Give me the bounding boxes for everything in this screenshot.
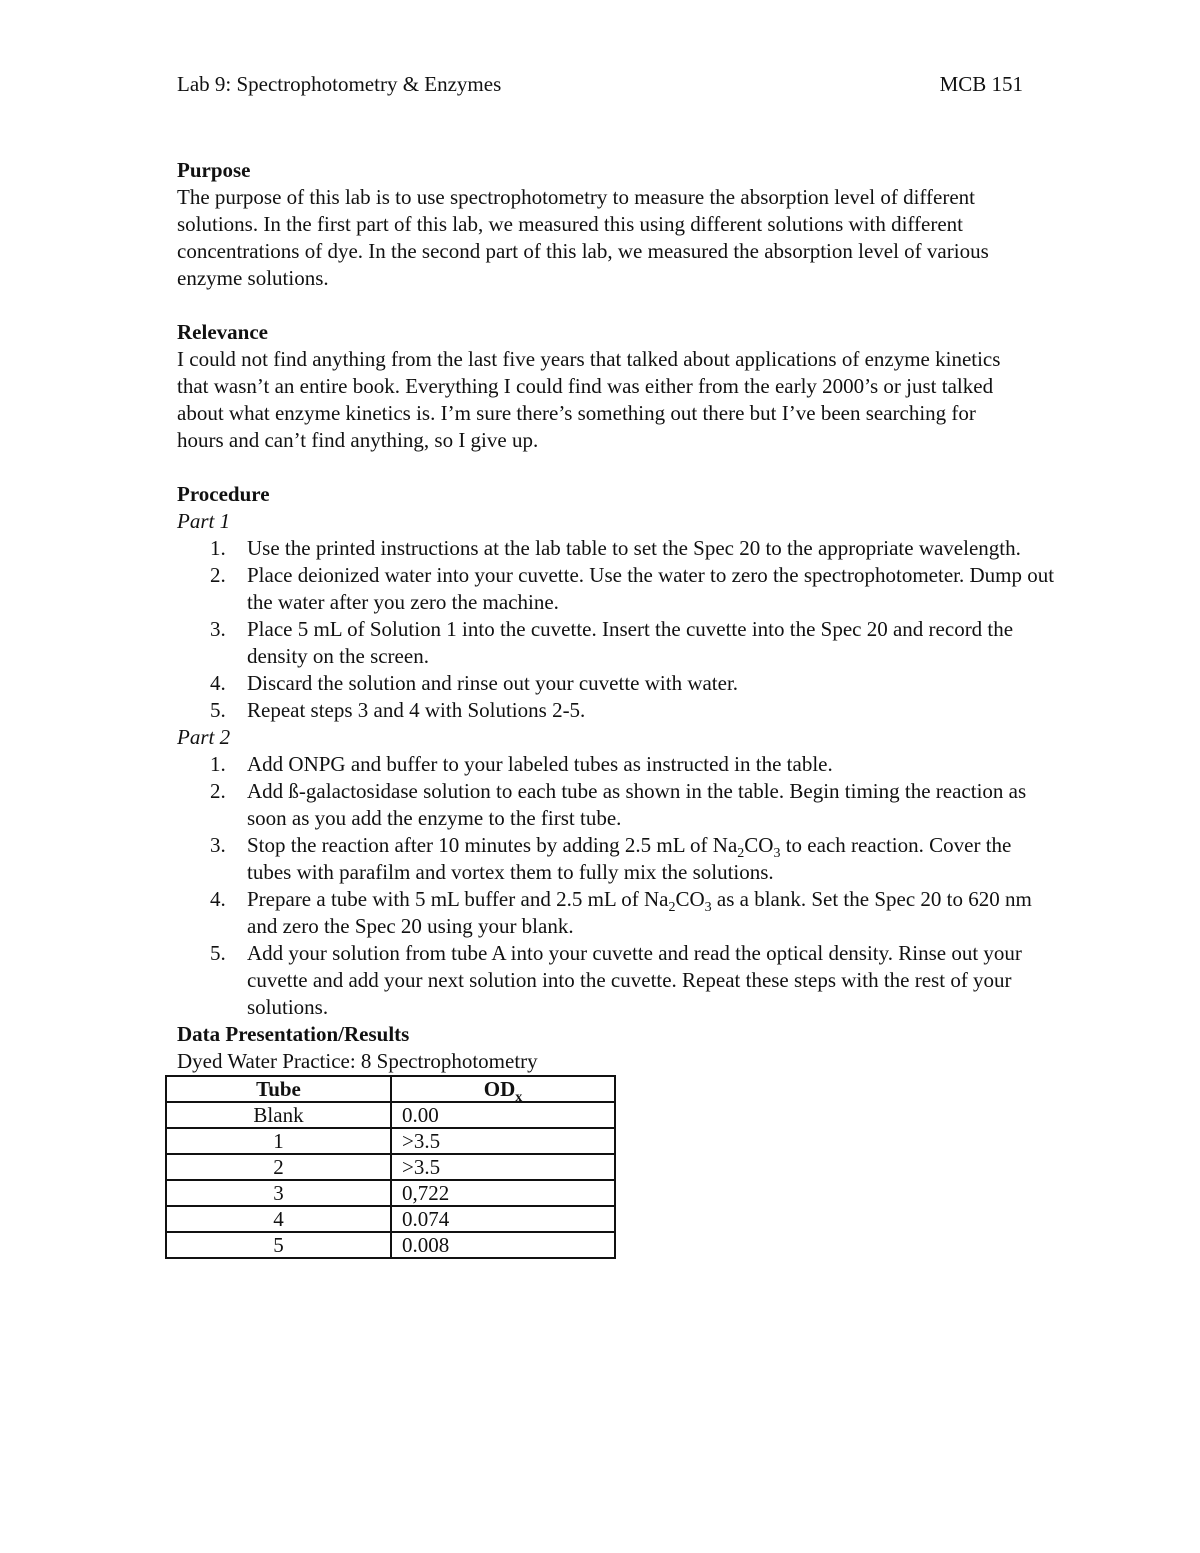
part2-label: Part 2 bbox=[177, 725, 231, 749]
step-text: Add ß-galactosidase solution to each tube as shown in the table. Begin timing the reaction as soon as you add the enzyme to the first tube. bbox=[247, 779, 1027, 830]
step-text: Use the printed instructions at the lab table to set the Spec 20 to the appropriate wavelength. bbox=[247, 536, 1021, 560]
table-row bbox=[166, 1102, 615, 1128]
od-cell: 0.008 bbox=[391, 1232, 615, 1258]
od-cell: 0,722 bbox=[391, 1180, 615, 1206]
od-cell: 0.00 bbox=[391, 1102, 615, 1128]
list-item bbox=[177, 778, 1057, 832]
step-number: 4. bbox=[210, 671, 226, 695]
step-number: 2. bbox=[210, 563, 226, 587]
step-number: 5. bbox=[210, 698, 226, 722]
step-text: Place deionized water into your cuvette. Use the water to zero the spectrophotometer. Dump out the water after you zero the machine. bbox=[247, 563, 1055, 614]
table-row bbox=[166, 1180, 615, 1206]
subscript: 2 bbox=[668, 900, 676, 916]
relevance-heading: Relevance bbox=[177, 320, 268, 344]
step-text: Add ONPG and buffer to your labeled tubes as instructed in the table. bbox=[247, 752, 833, 776]
page-header bbox=[177, 72, 1023, 102]
step-text-part: to each reaction. Cover the tubes with parafilm and vortex them to fully mix the solutions. bbox=[247, 833, 1012, 884]
step-number: 5. bbox=[210, 941, 226, 965]
od-subscript: x bbox=[515, 1090, 523, 1106]
tube-cell: Blank bbox=[166, 1102, 391, 1128]
procedure-heading: Procedure bbox=[177, 482, 270, 506]
list-item bbox=[177, 535, 1057, 562]
step-text: Place 5 mL of Solution 1 into the cuvette. Insert the cuvette into the Spec 20 and record the density on the screen. bbox=[247, 617, 1014, 668]
tube-cell: 5 bbox=[166, 1232, 391, 1258]
list-item bbox=[177, 832, 1057, 886]
step-number: 1. bbox=[210, 752, 226, 776]
od-cell: >3.5 bbox=[391, 1154, 615, 1180]
step-number: 1. bbox=[210, 536, 226, 560]
results-heading: Data Presentation/Results bbox=[177, 1022, 410, 1046]
list-item bbox=[177, 562, 1057, 616]
tube-cell: 1 bbox=[166, 1128, 391, 1154]
step-text-part: CO bbox=[675, 887, 705, 911]
results-table bbox=[165, 1075, 616, 1259]
od-cell: >3.5 bbox=[391, 1128, 615, 1154]
tube-cell: 3 bbox=[166, 1180, 391, 1206]
step-number: 2. bbox=[210, 779, 226, 803]
column-header-od bbox=[391, 1076, 615, 1106]
step-number: 3. bbox=[210, 833, 226, 857]
subscript: 3 bbox=[773, 846, 781, 862]
step-text bbox=[247, 833, 1011, 884]
column-header-tube: Tube bbox=[166, 1076, 391, 1102]
list-item bbox=[177, 940, 1057, 1021]
list-item bbox=[177, 616, 1057, 670]
step-number: 4. bbox=[210, 887, 226, 911]
tube-cell: 4 bbox=[166, 1206, 391, 1232]
header-course: MCB 151 bbox=[939, 72, 1023, 96]
relevance-text: I could not find anything from the last five years that talked about applications of enzyme kinetics that wasn’t an entire book. Everything I could find was either from the early 2000’s or just talked about what enzyme kinetics is. I’m sure there’s something out there but I’ve been searching for hours and can’t find anything, so I give up. bbox=[177, 347, 1001, 452]
step-text bbox=[247, 887, 1032, 938]
list-item bbox=[177, 751, 1057, 778]
part1-label: Part 1 bbox=[177, 509, 231, 533]
table-row bbox=[166, 1232, 615, 1258]
table-header-row bbox=[166, 1076, 615, 1102]
purpose-heading: Purpose bbox=[177, 158, 251, 182]
document-body bbox=[177, 157, 1057, 1259]
list-item bbox=[177, 670, 1057, 697]
table-row bbox=[166, 1154, 615, 1180]
subscript: 3 bbox=[704, 900, 712, 916]
step-text-part: Prepare a tube with 5 mL buffer and 2.5 mL of Na bbox=[247, 887, 669, 911]
list-item bbox=[177, 697, 1057, 724]
step-text-part: CO bbox=[744, 833, 774, 857]
step-text: Discard the solution and rinse out your cuvette with water. bbox=[247, 671, 739, 695]
step-text-part: as a blank. Set the Spec 20 to 620 nm and zero the Spec 20 using your blank. bbox=[247, 887, 1032, 938]
part1-steps bbox=[177, 535, 1057, 724]
table-row bbox=[166, 1128, 615, 1154]
table-caption: Dyed Water Practice: 8 Spectrophotometry bbox=[177, 1049, 538, 1073]
step-text: Repeat steps 3 and 4 with Solutions 2-5. bbox=[247, 698, 586, 722]
tube-cell: 2 bbox=[166, 1154, 391, 1180]
step-text: Add your solution from tube A into your cuvette and read the optical density. Rinse out your cuvette and add your next solution into the cuvette. Repeat these steps with the rest of your solutions. bbox=[247, 941, 1022, 1019]
list-item bbox=[177, 886, 1057, 940]
step-number: 3. bbox=[210, 617, 226, 641]
subscript: 2 bbox=[737, 846, 745, 862]
step-text-part: Stop the reaction after 10 minutes by adding 2.5 mL of Na bbox=[247, 833, 738, 857]
table-row bbox=[166, 1206, 615, 1232]
part2-steps bbox=[177, 751, 1057, 1021]
header-title: Lab 9: Spectrophotometry & Enzymes bbox=[177, 72, 502, 96]
od-cell: 0.074 bbox=[391, 1206, 615, 1232]
purpose-text: The purpose of this lab is to use spectrophotometry to measure the absorption level of different solutions. In the first part of this lab, we measured this using different solutions with different concentrations of dye. In the second part of this lab, we measured the absorption level of various enzyme solutions. bbox=[177, 185, 989, 290]
od-label: OD bbox=[483, 1077, 516, 1101]
